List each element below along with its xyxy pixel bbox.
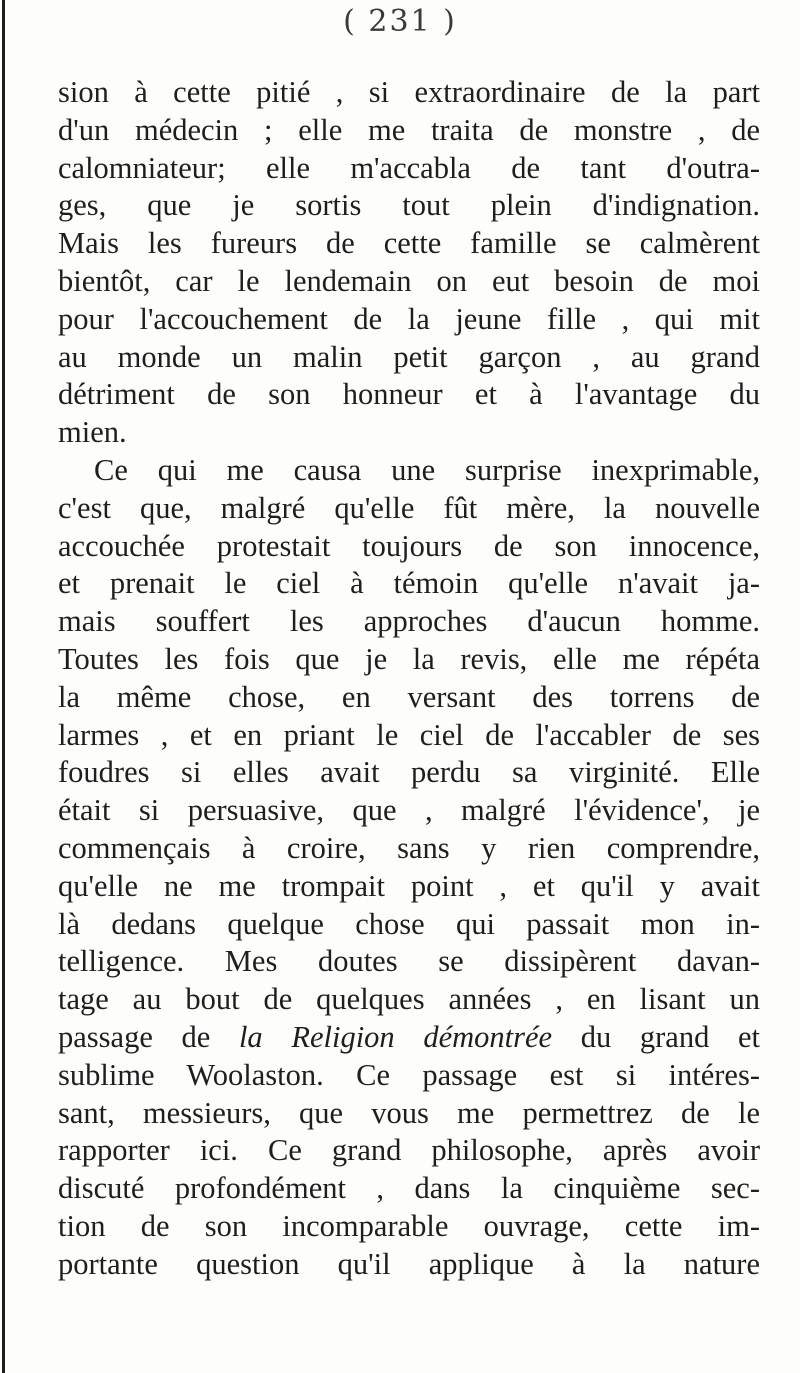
text-line: mais souffert les approches d'aucun homme.: [58, 604, 760, 639]
paragraph-start-line: Ce qui me causa une surprise inexprimable,: [94, 452, 760, 487]
text-line: sant, messieurs, que vous me permettrez de le: [58, 1095, 760, 1130]
text-line: telligence. Mes doutes se dissipèrent davan-: [58, 944, 760, 979]
text-line: Toutes les fois que je la revis, elle me répéta: [58, 641, 760, 676]
text-line: sublime Woolaston. Ce passage est si intéres-: [58, 1057, 760, 1092]
text-line: d'un médecin ; elle me traita de monstre , de: [58, 112, 760, 147]
text-line: ges, que je sortis tout plein d'indignation.: [58, 188, 760, 223]
text-line: tage au bout de quelques années , en lisant un: [58, 982, 760, 1017]
text-line: accouchée protestait toujours de son innocence,: [58, 528, 760, 563]
text-line: portante question qu'il applique à la nature: [58, 1246, 760, 1281]
text-line: discuté profondément , dans la cinquième sec-: [58, 1171, 760, 1206]
text-line: mien.: [58, 415, 127, 450]
text-line: Mais les fureurs de cette famille se calmèrent: [58, 226, 760, 261]
book-title: la Religion démontrée: [238, 1019, 553, 1054]
text-line: qu'elle ne me trompait point , et qu'il y avait: [58, 868, 760, 903]
text-line: bientôt, car le lendemain on eut besoin de moi: [58, 263, 760, 298]
page-number: ( 231 ): [343, 4, 457, 39]
text-line: rapporter ici. Ce grand philosophe, après avoir: [58, 1133, 760, 1168]
text-line: la même chose, en versant des torrens de: [58, 679, 760, 714]
page-edge-shadow: [2, 0, 5, 1373]
text-segment: passage de: [58, 1019, 239, 1054]
text-line: était si persuasive, que , malgré l'évidence', je: [58, 793, 760, 828]
text-line: foudres si elles avait perdu sa virginité. Elle: [58, 755, 760, 790]
text-line: c'est que, malgré qu'elle fût mère, la nouvelle: [58, 490, 760, 525]
text-line-with-title: [58, 1019, 760, 1057]
text-segment: du grand et: [552, 1019, 760, 1054]
text-line: là dedans quelque chose qui passait mon in-: [58, 906, 760, 941]
text-line: et prenait le ciel à témoin qu'elle n'avait ja-: [58, 566, 760, 601]
body-text: [58, 74, 760, 1284]
text-line: sion à cette pitié , si extraordinaire de la part: [58, 75, 760, 109]
text-line: détriment de son honneur et à l'avantage du: [58, 377, 760, 412]
text-line: calomniateur; elle m'accabla de tant d'outra-: [58, 150, 760, 185]
text-line: larmes , et en priant le ciel de l'accabler de ses: [58, 717, 760, 752]
text-line: commençais à croire, sans y rien comprendre,: [58, 830, 760, 865]
text-line: tion de son incomparable ouvrage, cette im-: [58, 1208, 760, 1243]
text-line: pour l'accouchement de la jeune fille , qui mit: [58, 301, 760, 336]
text-line: au monde un malin petit garçon , au grand: [58, 339, 760, 374]
